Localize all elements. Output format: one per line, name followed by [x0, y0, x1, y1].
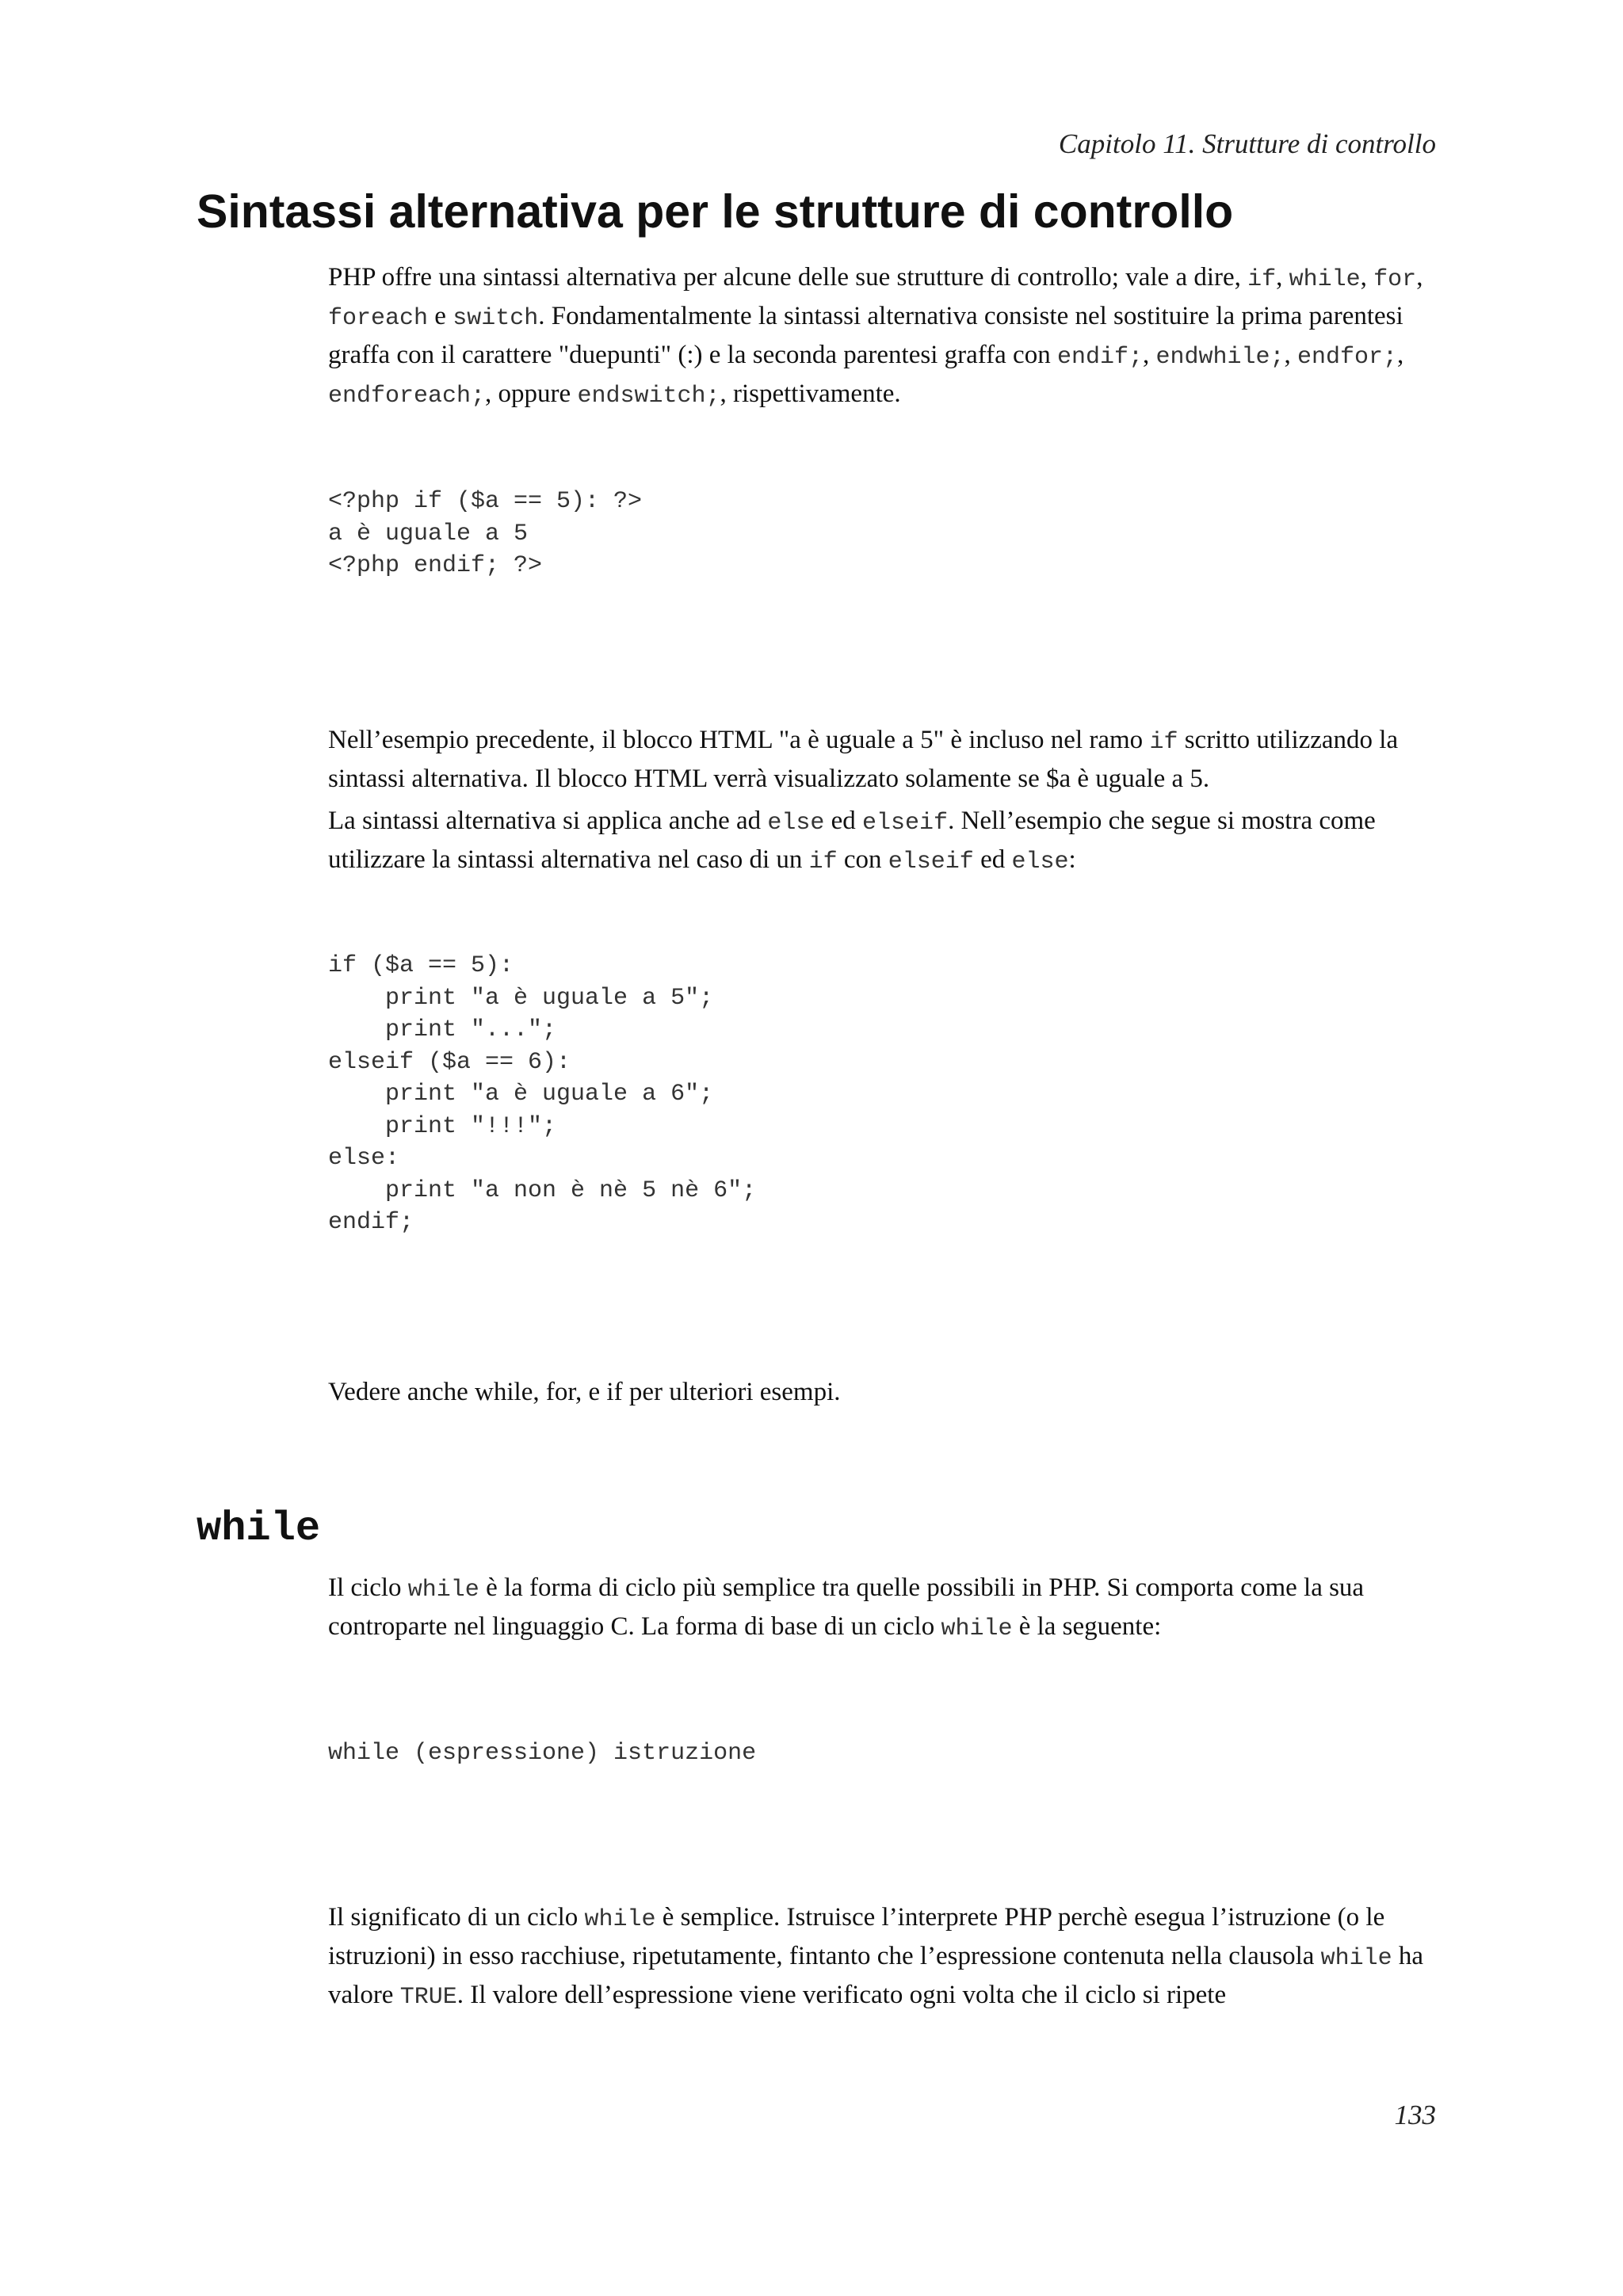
running-header: Capitolo 11. Strutture di controllo: [1058, 128, 1436, 159]
inline-code: if: [1149, 729, 1178, 756]
inline-code: if: [808, 849, 838, 875]
text-run: . Nell’esempio che segue si mostra come utilizzare la sintassi alternativa nel caso di un: [328, 807, 1376, 874]
subsection-title-while: while: [197, 1505, 321, 1552]
text-run: , rispettivamente.: [720, 379, 901, 408]
section-title: Sintassi alternativa per le strutture di controllo: [197, 185, 1234, 238]
inline-code: TRUE: [399, 1984, 457, 2011]
text-run: ,: [1284, 341, 1298, 369]
text-run: PHP offre una sintassi alternativa per alcune delle sue strutture di controllo; vale a dire,: [328, 263, 1248, 292]
inline-code: endwhile;: [1155, 344, 1285, 371]
text-run: :: [1068, 845, 1076, 874]
text-run: , oppure: [485, 379, 578, 408]
inline-code: while: [1289, 266, 1361, 293]
text-run: è la forma di ciclo più semplice tra quelle possibili in PHP. Si comporta come la sua controparte nel linguaggio C. La forma di base di un ciclo: [328, 1573, 1365, 1641]
text-run: La sintassi alternativa si applica anche ad: [328, 807, 768, 835]
text-run: Il ciclo: [328, 1573, 408, 1602]
inline-code: while: [407, 1577, 479, 1604]
else-paragraph: [328, 803, 1438, 880]
text-run: con: [837, 845, 888, 874]
inline-code: if: [1247, 266, 1277, 293]
text-run: . Fondamentalmente la sintassi alternativa consiste nel sostituire la prima parentesi graffa con il carattere "duepunti" (:) e la seconda parentesi graffa con: [328, 302, 1403, 369]
text-run: ,: [1416, 263, 1423, 292]
text-run: e: [428, 302, 453, 330]
text-run: ,: [1360, 263, 1374, 292]
text-run: Il significato di un ciclo: [328, 1903, 585, 1932]
text-run: . Il valore dell’espressione viene verificato ogni volta che il ciclo si ripete: [456, 1981, 1227, 2009]
text-run: ha valore: [328, 1942, 1424, 2009]
text-run: ,: [1397, 341, 1404, 369]
code-example-elseif: if ($a == 5): print "a è uguale a 5"; print "..."; elseif ($a == 6): print "a è uguale a 6"; print "!!!"; else: print "a non è nè 5 nè 6"; endif;: [328, 952, 757, 1236]
inline-code: endfor;: [1297, 344, 1398, 371]
intro-paragraph: [328, 259, 1438, 414]
inline-code: while: [941, 1615, 1013, 1642]
inline-code: else: [1011, 849, 1069, 875]
text-run: ed: [824, 807, 863, 835]
inline-code: for: [1373, 266, 1417, 293]
page-number: 133: [1394, 2100, 1436, 2130]
inline-code: while: [1320, 1945, 1392, 1972]
see-also-paragraph: Vedere anche while, for, e if per ulteriori esempi.: [328, 1378, 841, 1406]
inline-code: while: [584, 1906, 656, 1933]
inline-code: switch: [453, 305, 539, 332]
inline-code: elseif: [888, 849, 974, 875]
while-intro-paragraph: [328, 1569, 1438, 1647]
text-run: ed: [973, 845, 1012, 874]
explanation-paragraph: [328, 722, 1438, 797]
inline-code: else: [767, 810, 825, 837]
inline-code: foreach: [328, 305, 429, 332]
text-run: ,: [1142, 341, 1156, 369]
text-run: scritto utilizzando la sintassi alternativa. Il blocco HTML verrà visualizzato solamente se $a è uguale a 5.: [328, 726, 1399, 793]
inline-code: elseif: [862, 810, 949, 837]
text-run: Nell’esempio precedente, il blocco HTML "a è uguale a 5" è incluso nel ramo: [328, 726, 1150, 754]
text-run: è la seguente:: [1012, 1612, 1162, 1641]
inline-code: endforeach;: [328, 383, 486, 410]
code-example-while: while (espressione) istruzione: [328, 1740, 757, 1767]
inline-code: endswitch;: [577, 383, 720, 410]
text-run: è semplice. Istruisce l’interprete PHP perchè esegua l’istruzione (o le istruzioni) in esso racchiuse, ripetutamente, fintanto che l’espressione contenuta nella clausola: [328, 1903, 1385, 1970]
while-meaning-paragraph: [328, 1899, 1438, 2016]
code-example-if: <?php if ($a == 5): ?> a è uguale a 5 <?php endif; ?>: [328, 488, 643, 579]
inline-code: endif;: [1056, 344, 1143, 371]
text-run: ,: [1276, 263, 1289, 292]
